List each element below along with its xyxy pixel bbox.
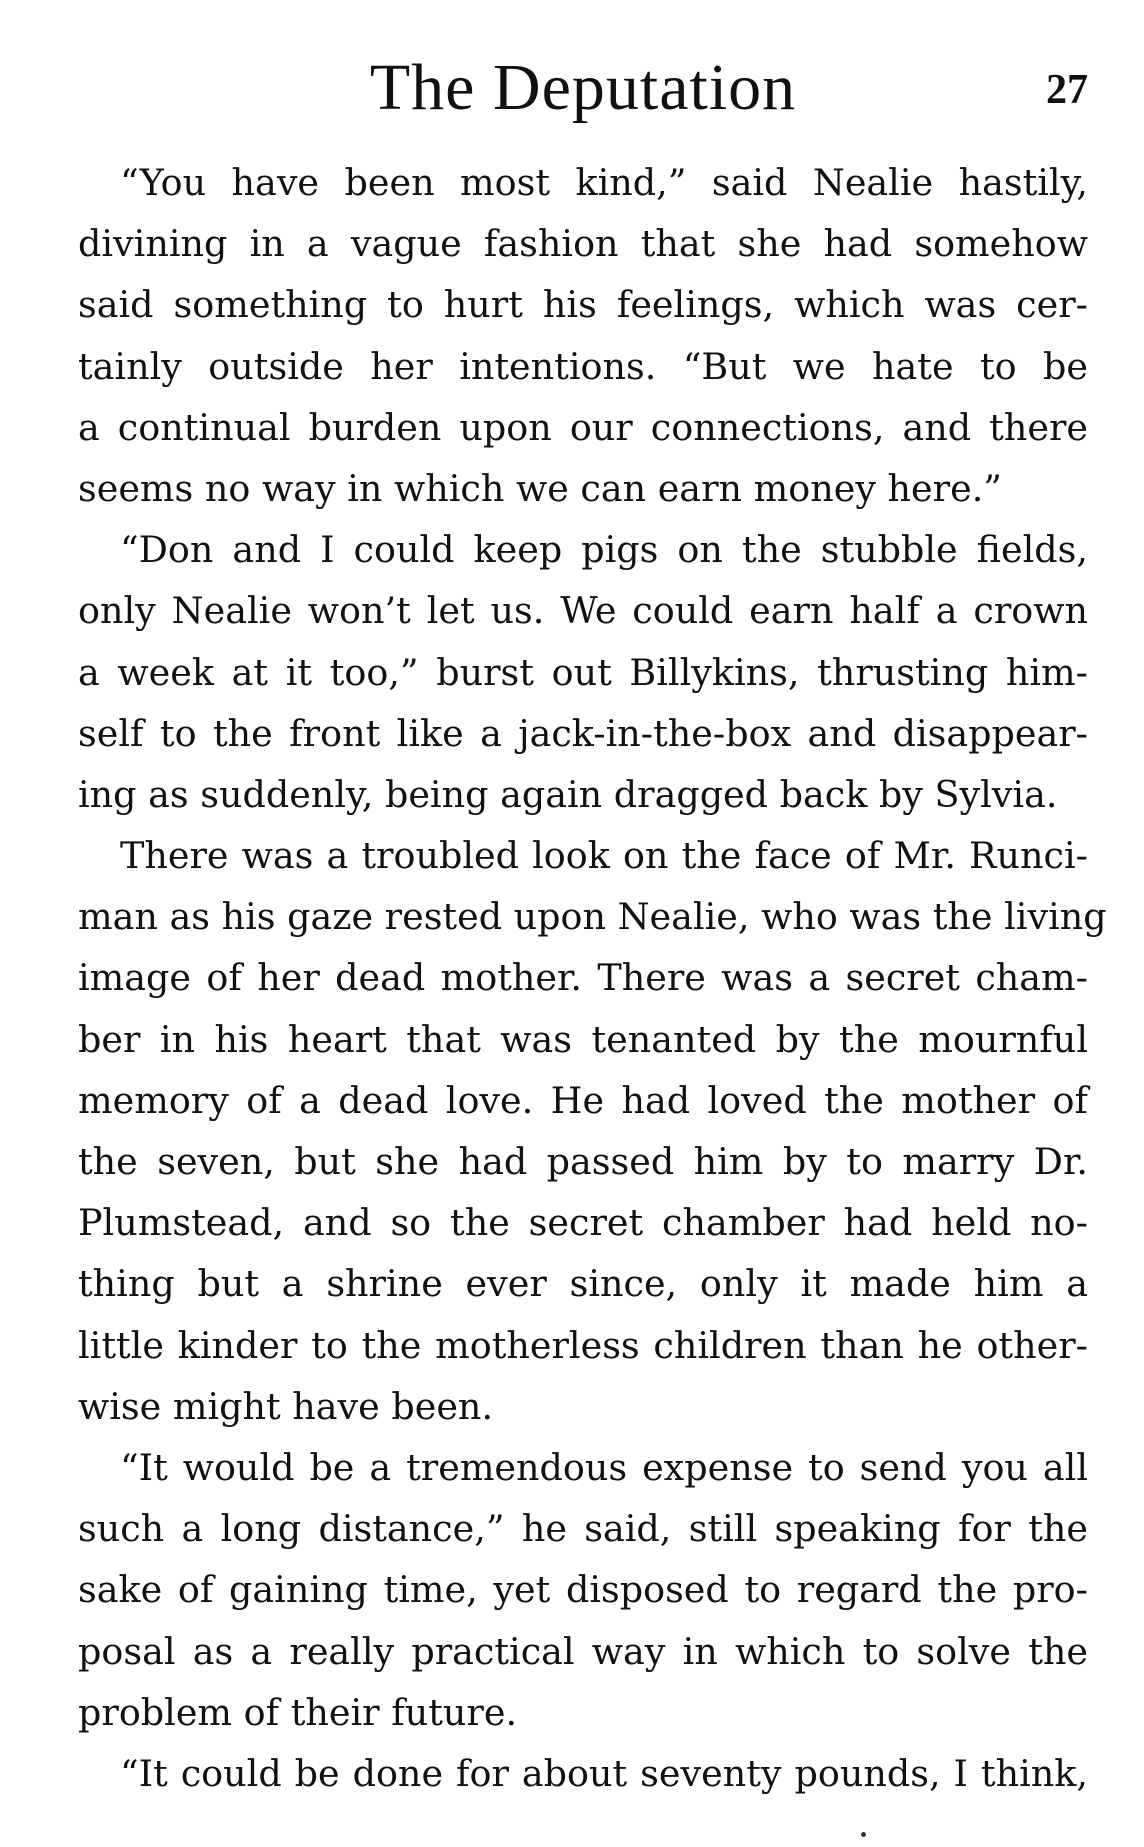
text-line: a week at it too,” burst out Billykins, thrusting him-	[78, 650, 1088, 694]
text-line: memory of a dead love. He had loved the mother of	[78, 1078, 1088, 1122]
text-line: image of her dead mother. There was a secret cham-	[78, 956, 1088, 1000]
text-line: “You have been most kind,” said Nealie hastily,	[120, 161, 1088, 204]
text-line: a continual burden upon our connections, and there	[78, 405, 1088, 449]
text-line: sake of gaining time, yet disposed to regard the pro-	[78, 1568, 1088, 1612]
text-line: Plumstead, and so the secret chamber had held no-	[78, 1201, 1088, 1245]
text-line: wise might have been.	[78, 1384, 494, 1428]
text-line: seems no way in which we can earn money here.”	[78, 466, 1002, 510]
text-line: problem of their future.	[78, 1690, 518, 1734]
paragraph-nealie-reply	[78, 152, 1088, 519]
text-line: “Don and I could keep pigs on the stubble fields,	[120, 528, 1088, 572]
chapter-title: The Deputation	[369, 51, 797, 124]
paragraph-runciman	[78, 825, 1107, 1437]
running-head	[78, 48, 1088, 128]
text-line: man as his gaze rested upon Nealie, who was the living	[78, 895, 1107, 939]
text-line: said something to hurt his feelings, which was cer-	[78, 283, 1088, 327]
print-speck	[861, 1832, 866, 1837]
text-line: posal as a really practical way in which to solve the	[78, 1629, 1088, 1673]
paragraph-billykins	[78, 519, 1088, 825]
text-line: only Nealie won’t let us. We could earn half a crown	[78, 589, 1088, 633]
text-line: “It would be a tremendous expense to send you all	[120, 1445, 1088, 1489]
paragraph-seventy-pounds	[78, 1743, 1088, 1804]
text-line: divining in a vague fashion that she had somehow	[78, 222, 1088, 266]
text-line: ing as suddenly, being again dragged back by Sylvia.	[78, 772, 1058, 816]
page-number: 27	[1046, 67, 1088, 113]
text-line: little kinder to the motherless children than he other-	[78, 1323, 1088, 1367]
text-line: “It could be done for about seventy pounds, I think,	[120, 1751, 1088, 1795]
text-line: thing but a shrine ever since, only it made him a	[78, 1262, 1088, 1306]
text-line: tainly outside her intentions. “But we hate to be	[78, 344, 1088, 388]
text-line: the seven, but she had passed him by to marry Dr.	[78, 1140, 1088, 1183]
text-line: There was a troubled look on the face of Mr. Runci-	[120, 834, 1088, 878]
text-line: such a long distance,” he said, still speaking for the	[78, 1507, 1088, 1551]
body-text	[78, 152, 1107, 1804]
paragraph-expense	[78, 1437, 1088, 1743]
text-line: ber in his heart that was tenanted by the mournful	[78, 1017, 1088, 1061]
text-line: self to the front like a jack-in-the-box and disappear-	[78, 711, 1088, 755]
